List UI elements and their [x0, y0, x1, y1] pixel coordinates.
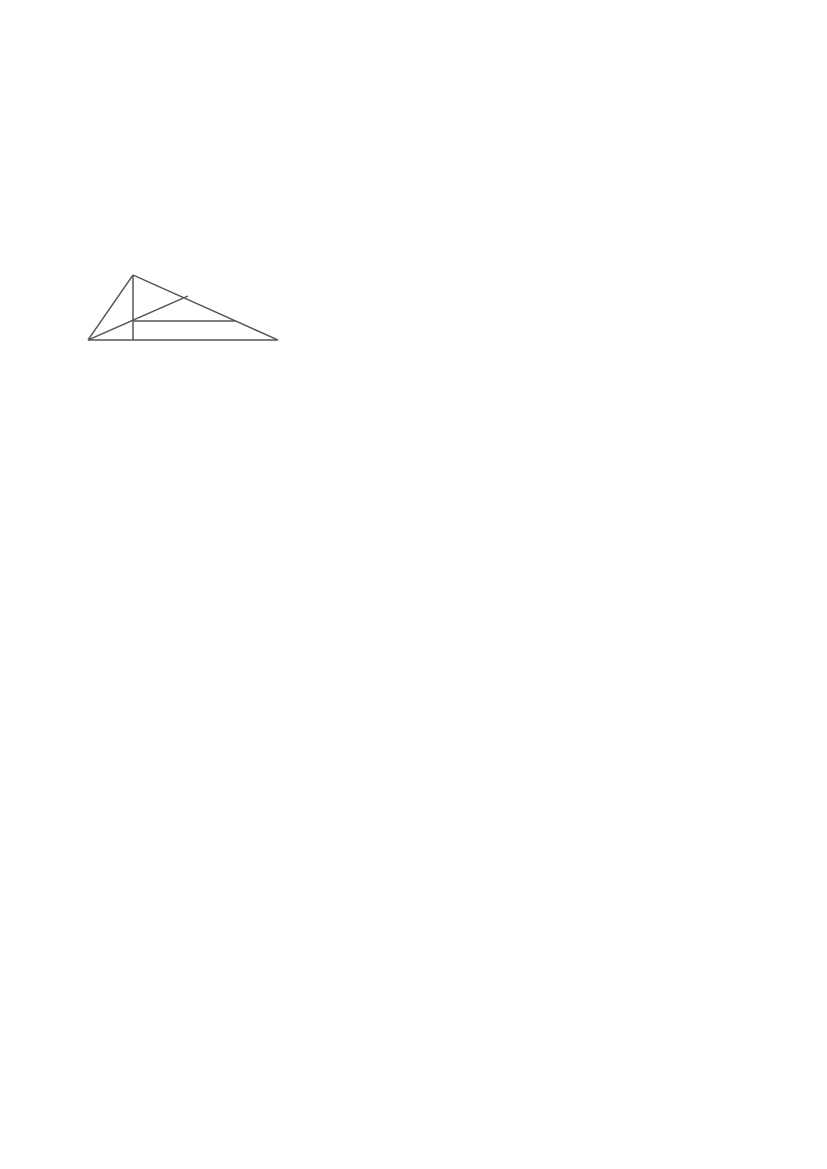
segment-cb: [133, 275, 278, 340]
triangle-figure: [70, 258, 300, 358]
